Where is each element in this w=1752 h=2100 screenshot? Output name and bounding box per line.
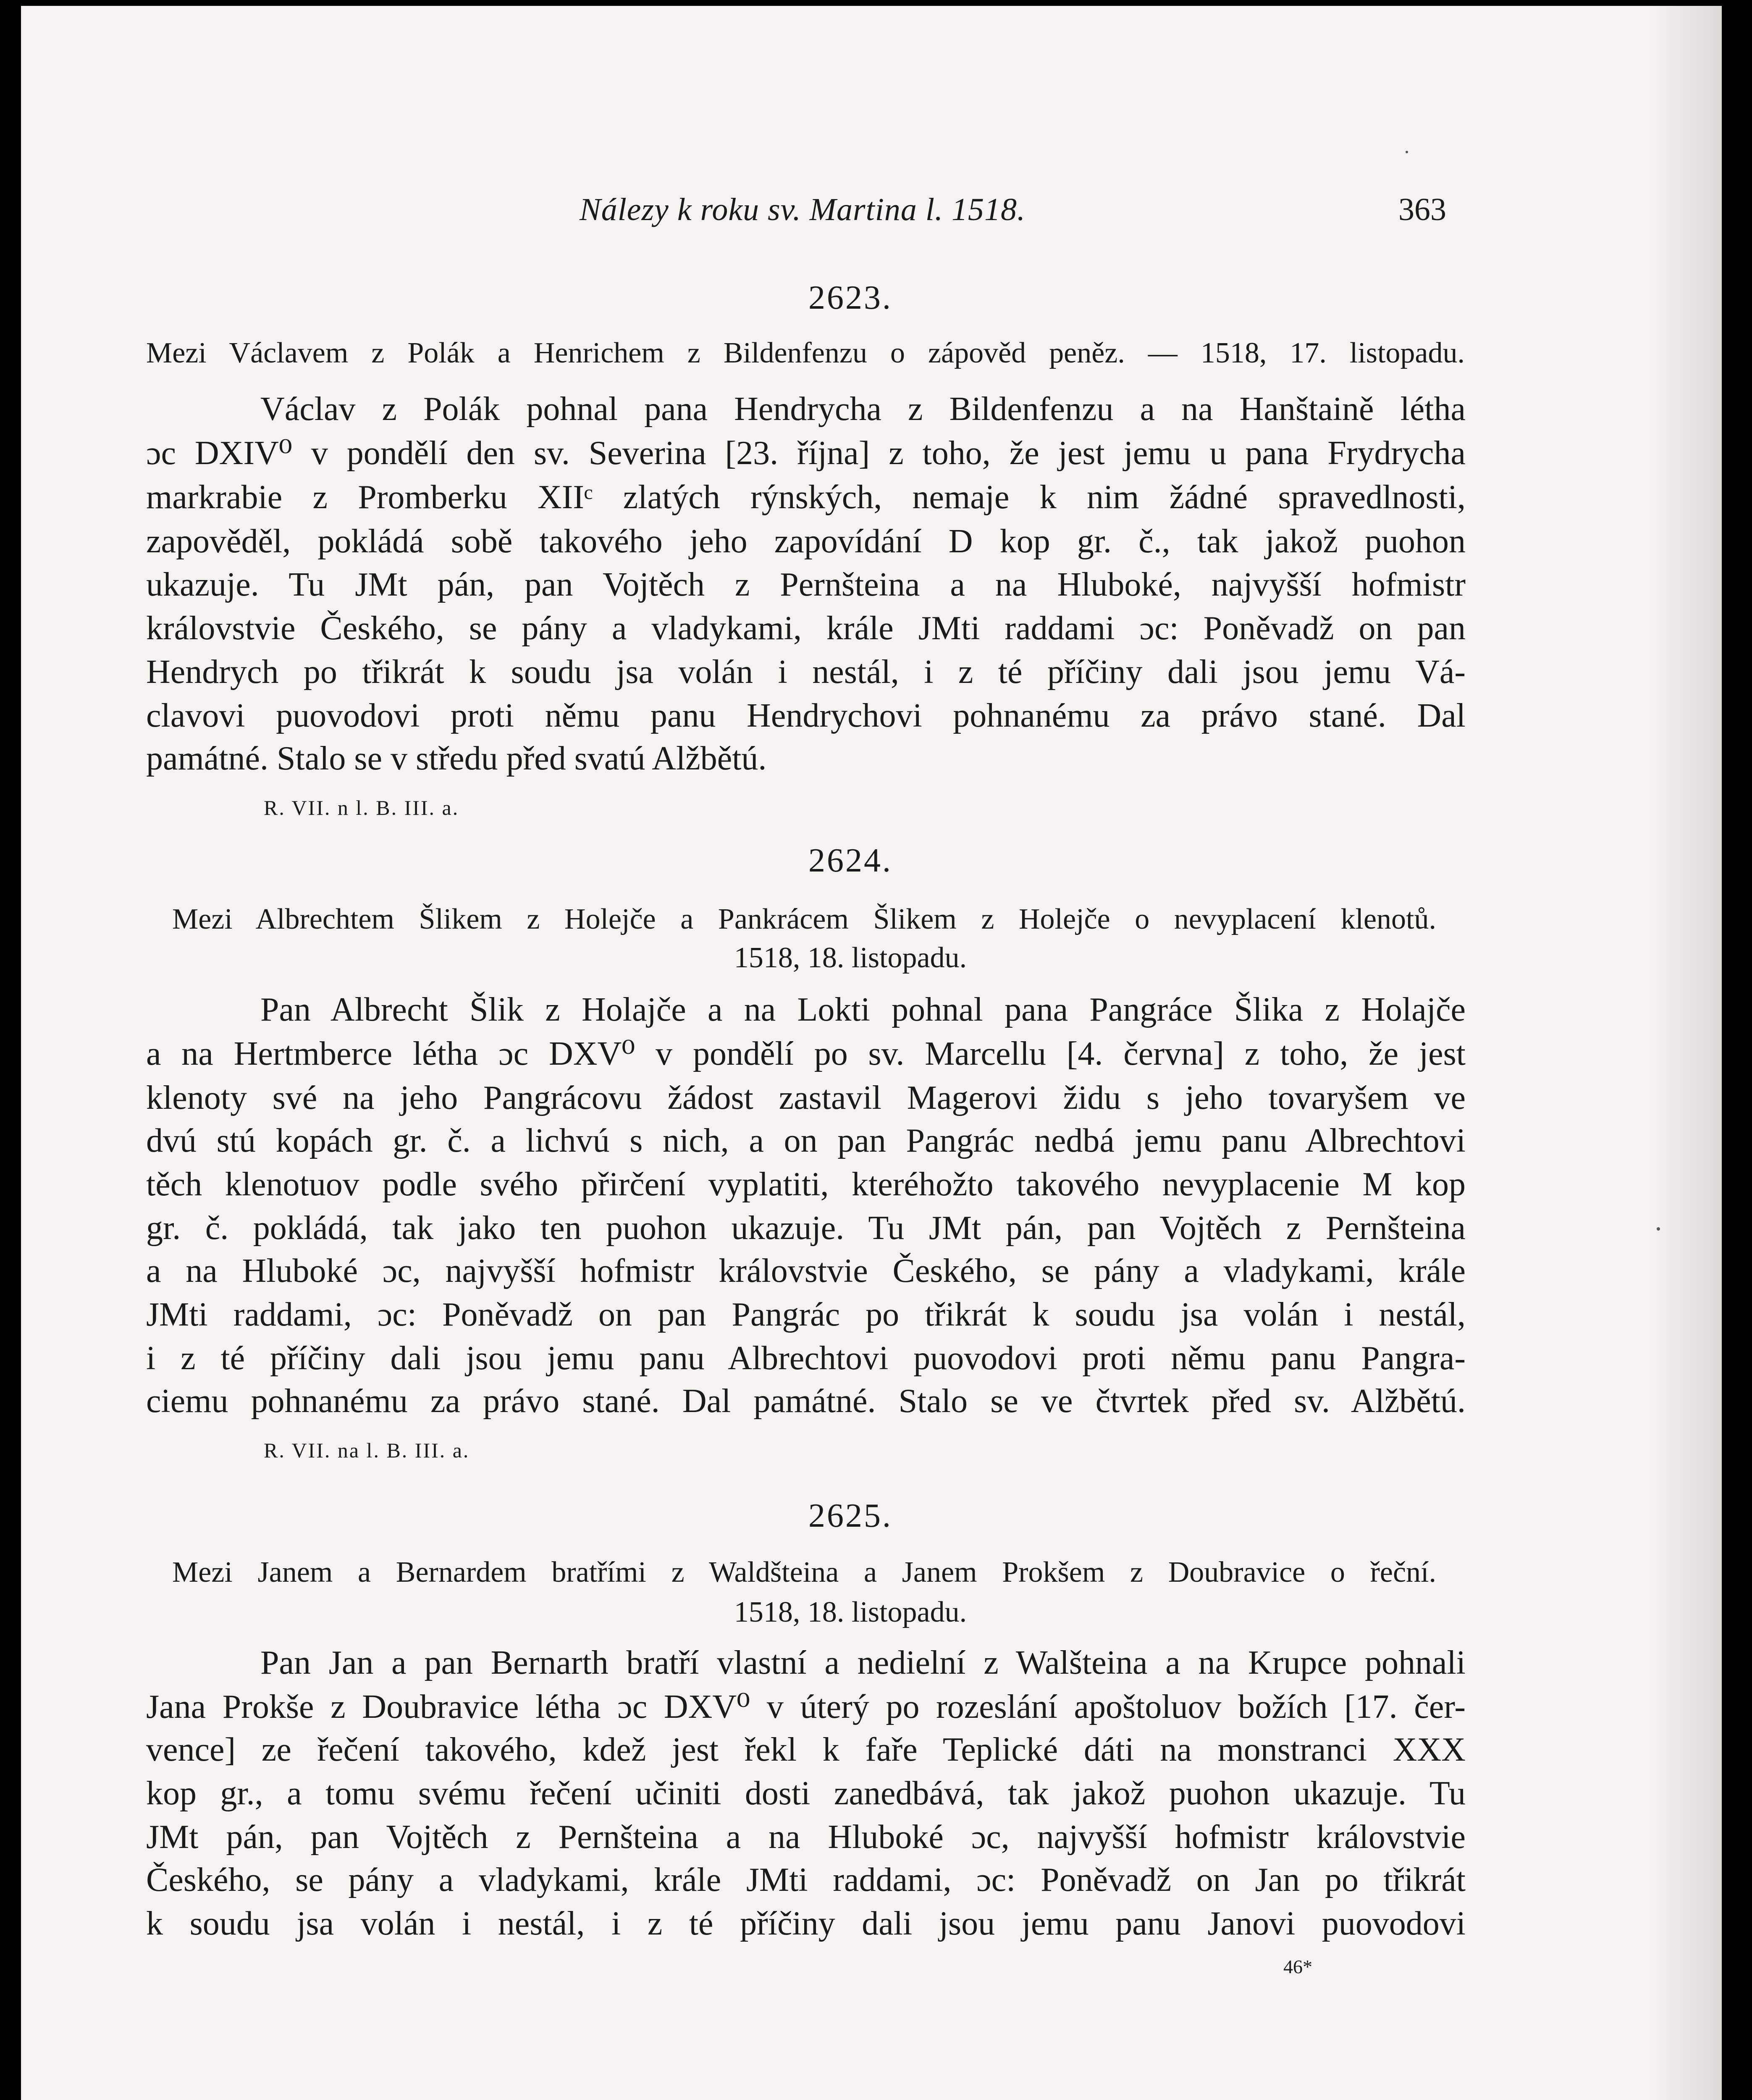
- body-line: JMt pán, pan Vojtěch z Pernšteina a na Hluboké ɔc, najvyšší hofmistr královstvie: [146, 1819, 1466, 1856]
- signature-mark: 46*: [1283, 1956, 1312, 1977]
- running-head: Nálezy k roku sv. Martina l. 1518.: [580, 192, 1025, 227]
- body-line: k soudu jsa volán i nestál, i z té příčiny dali jsou jemu panu Janovi puovodovi: [146, 1905, 1466, 1942]
- entry-heading: Mezi Albrechtem Šlikem z Holejče a Pankrácem Šlikem z Holejče o nevyplacení klenotů.: [172, 903, 1436, 935]
- body-line: a na Hluboké ɔc, najvyšší hofmistr královstvie Českého, se pány a vladykami, krále: [146, 1252, 1466, 1289]
- body-line: clavovi puovodovi proti němu panu Hendrychovi pohnanému za právo stané. Dal: [146, 697, 1466, 734]
- page-number: 363: [1398, 192, 1446, 227]
- entry-number: 2625.: [808, 1497, 892, 1534]
- entry-date: 1518, 18. listopadu.: [734, 942, 967, 974]
- entry-number: 2624.: [808, 842, 892, 879]
- body-line: Jana Prokše z Doubravice létha ɔc DXV⁰ v úterý po rozeslání apoštoluov božích [17. čer-: [146, 1688, 1466, 1725]
- body-line: památné. Stalo se v středu před svatú Alžbětú.: [146, 740, 767, 777]
- body-line: královstvie Českého, se pány a vladykami, krále JMti raddami ɔc: Poněvadž on pan: [146, 610, 1466, 647]
- entry-date: 1518, 18. listopadu.: [734, 1596, 967, 1628]
- body-line: Českého, se pány a vladykami, krále JMti raddami, ɔc: Poněvadž on Jan po třikrát: [146, 1861, 1466, 1898]
- entry-heading: Mezi Václavem z Polák a Henrichem z Bildenfenzu o zápověd peněz. — 1518, 17. listopadu.: [146, 337, 1465, 369]
- book-page: [21, 6, 1722, 2100]
- body-line: i z té příčiny dali jsou jemu panu Albrechtovi puovodovi proti němu panu Pangra-: [146, 1340, 1466, 1377]
- source-note: R. VII. n l. B. III. a.: [264, 796, 459, 819]
- body-line: Václav z Polák pohnal pana Hendrycha z Bildenfenzu a na Hanštaině létha: [260, 391, 1466, 428]
- body-line: dvú stú kopách gr. č. a lichvú s nich, a on pan Pangrác nedbá jemu panu Albrechtovi: [146, 1122, 1466, 1159]
- source-note: R. VII. na l. B. III. a.: [264, 1438, 470, 1462]
- body-line: těch klenotuov podle svého přirčení vyplatiti, kteréhožto takového nevyplacenie M kop: [146, 1166, 1466, 1203]
- body-line: klenoty své na jeho Pangrácovu žádost zastavil Magerovi židu s jeho tovaryšem ve: [146, 1079, 1466, 1116]
- entry-number: 2623.: [808, 279, 892, 316]
- body-line: Hendrych po třikrát k soudu jsa volán i nestál, i z té příčiny dali jsou jemu Vá-: [146, 654, 1466, 690]
- body-line: ciemu pohnanému za právo stané. Dal památné. Stalo se ve čtvrtek před sv. Alžbětú.: [146, 1383, 1466, 1420]
- body-line: ɔc DXIV⁰ v pondělí den sv. Severina [23. října] z toho, že jest jemu u pana Frydrycha: [146, 435, 1466, 472]
- body-line: a na Hertmberce létha ɔc DXV⁰ v pondělí po sv. Marcellu [4. června] z toho, že jest: [146, 1035, 1466, 1072]
- page-edge-shadow: [1650, 6, 1722, 2100]
- paper-speck: [1406, 151, 1408, 153]
- entry-heading: Mezi Janem a Bernardem bratřími z Waldšteina a Janem Prokšem z Doubravice o řeční.: [172, 1556, 1436, 1588]
- body-line: JMti raddami, ɔc: Poněvadž on pan Pangrác po třikrát k soudu jsa volán i nestál,: [146, 1296, 1466, 1333]
- body-line: gr. č. pokládá, tak jako ten puohon ukazuje. Tu JMt pán, pan Vojtěch z Pernšteina: [146, 1210, 1466, 1247]
- body-line: kop gr., a tomu svému řečení učiniti dosti zanedbává, tak jakož puohon ukazuje. Tu: [146, 1775, 1466, 1812]
- body-line: Pan Jan a pan Bernarth bratří vlastní a nedielní z Walšteina a na Krupce pohnali: [260, 1644, 1466, 1681]
- body-line: Pan Albrecht Šlik z Holajče a na Lokti pohnal pana Pangráce Šlika z Holajče: [260, 991, 1466, 1028]
- body-line: markrabie z Promberku XIIᶜ zlatých rýnských, nemaje k nim žádné spravedlnosti,: [146, 479, 1466, 516]
- body-line: vence] ze řečení takového, kdež jest řekl k faře Teplické dáti na monstranci XXX: [146, 1731, 1466, 1768]
- body-line: ukazuje. Tu JMt pán, pan Vojtěch z Pernšteina a na Hluboké, najvyšší hofmistr: [146, 566, 1466, 603]
- body-line: zapověděl, pokládá sobě takového jeho zapovídání D kop gr. č., tak jakož puohon: [146, 523, 1466, 560]
- paper-speck: [1657, 1227, 1660, 1231]
